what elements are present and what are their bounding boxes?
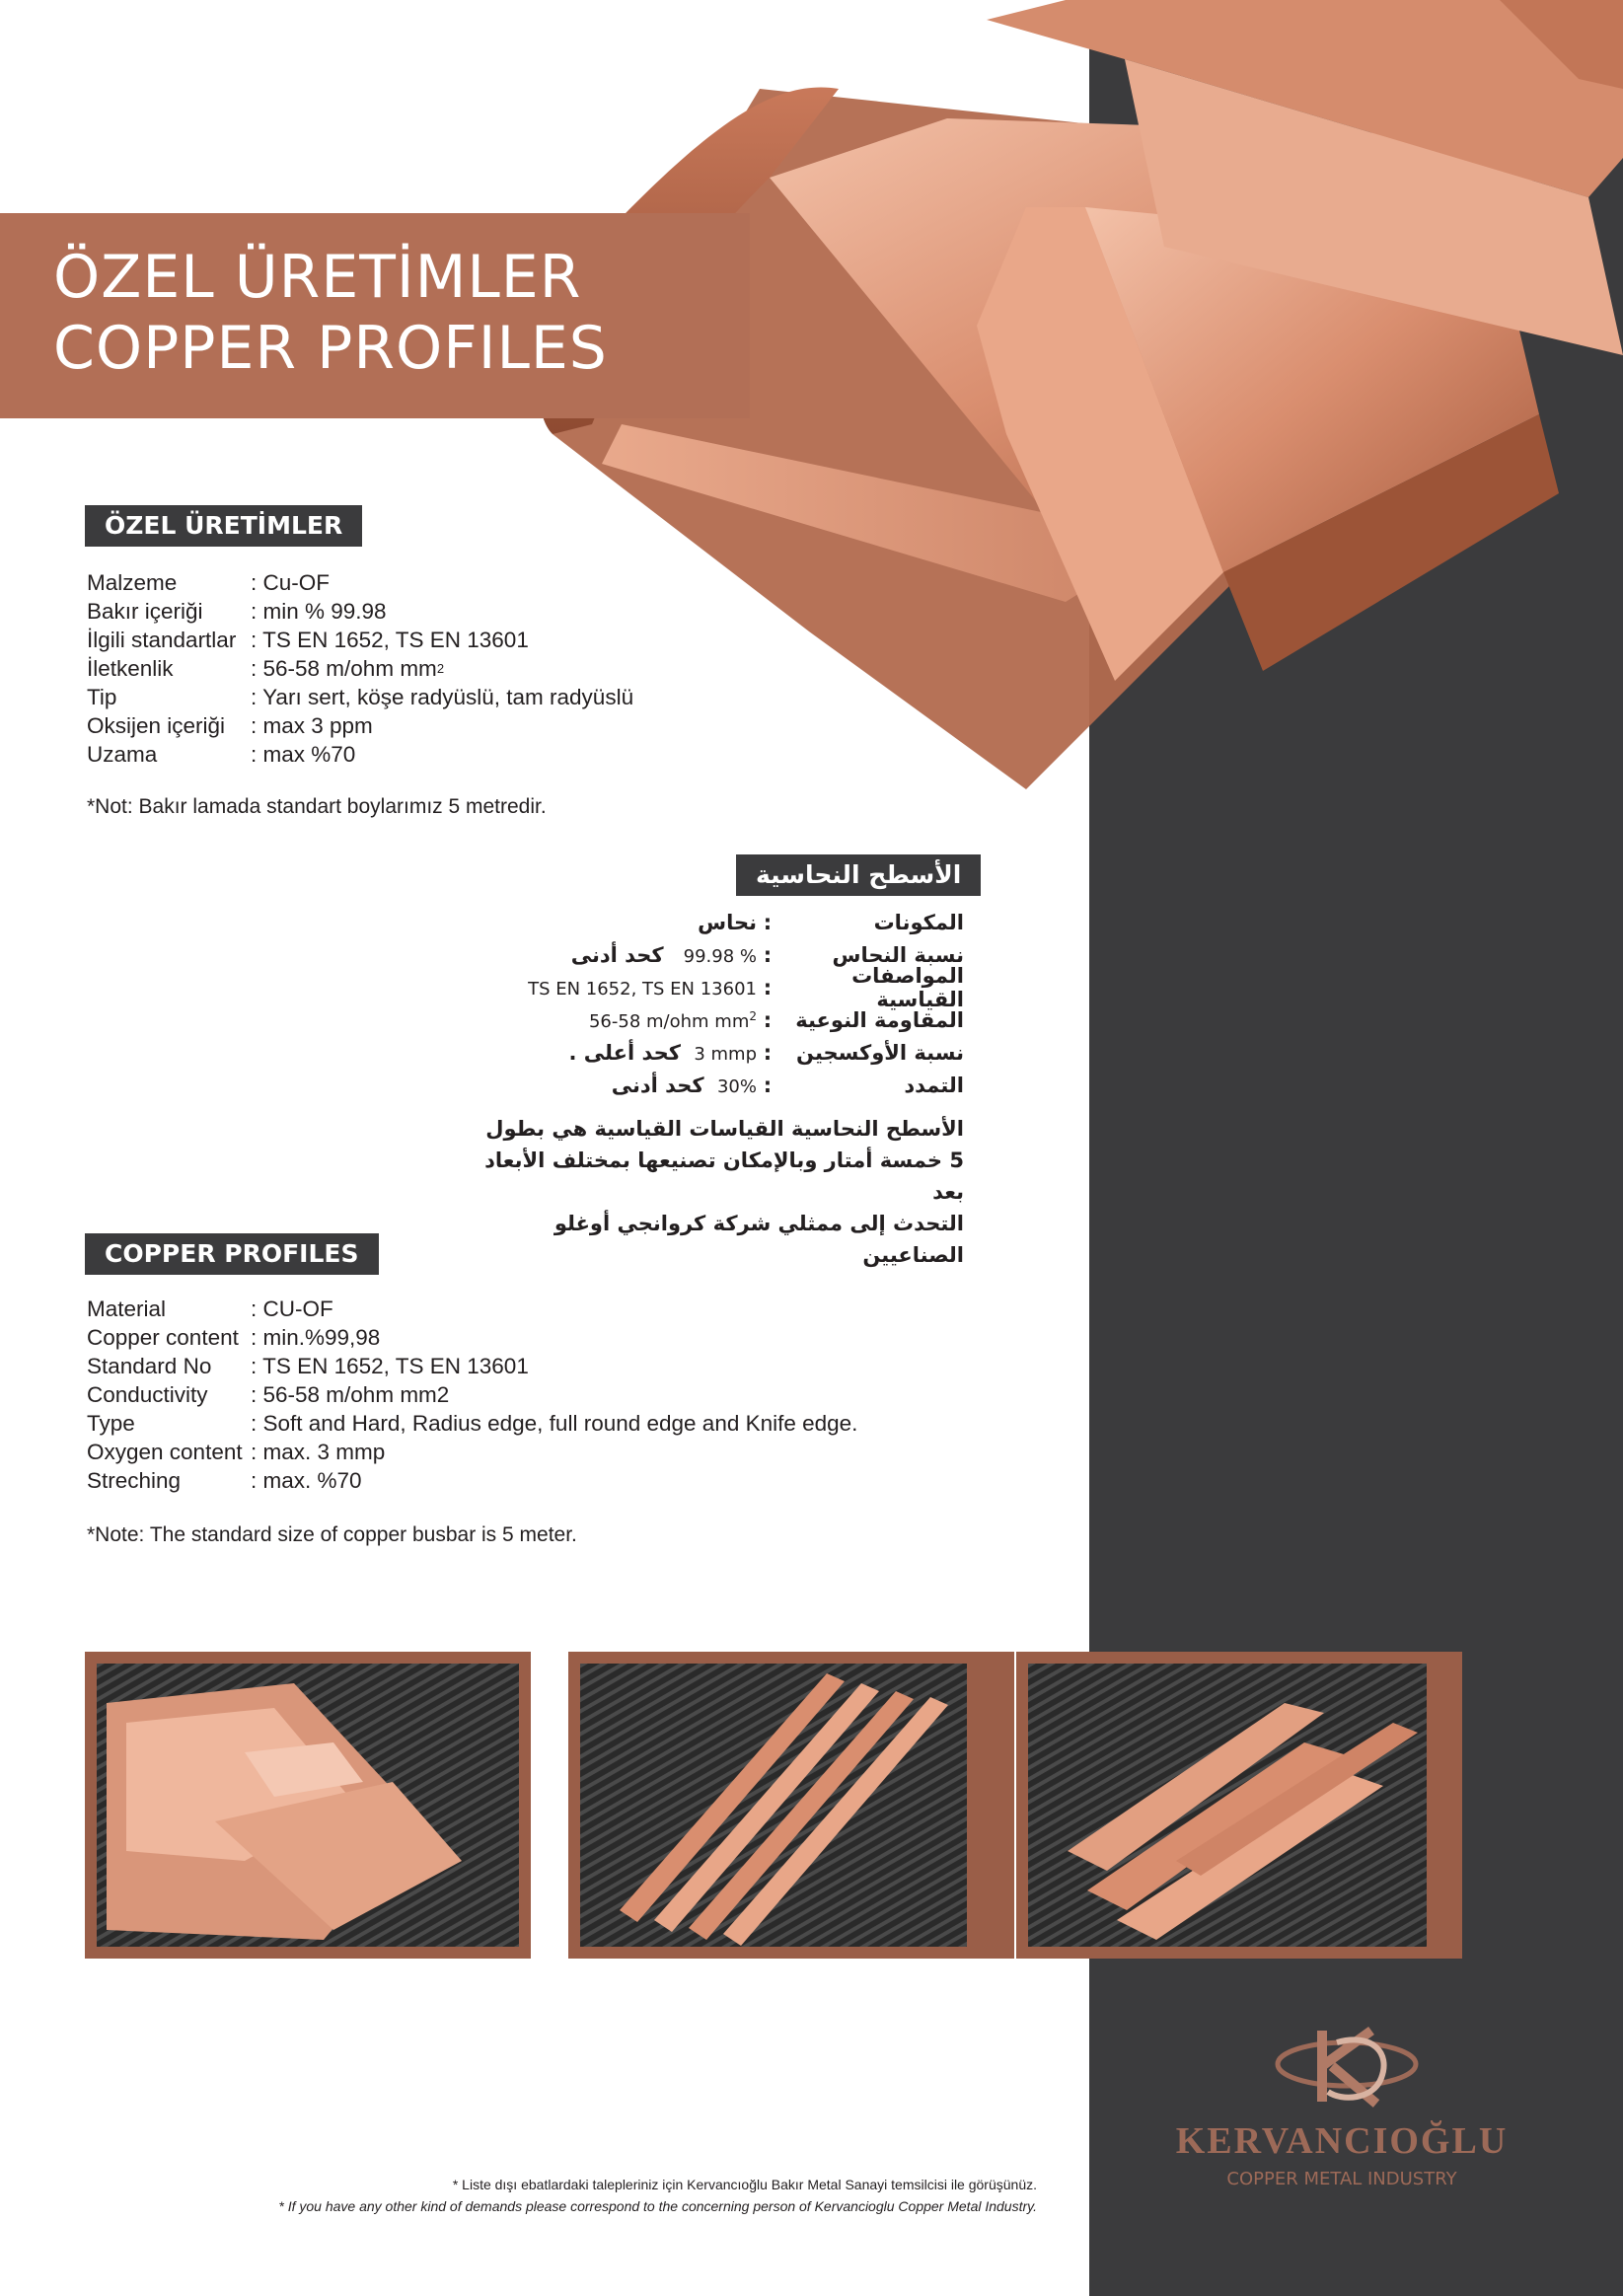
spec-row xyxy=(87,1323,857,1352)
product-photo-blocks xyxy=(85,1652,531,1959)
spec-key: Malzeme xyxy=(87,570,178,595)
title-line-2: COPPER PROFILES xyxy=(53,314,608,383)
spec-key: Conductivity xyxy=(87,1382,208,1407)
spec-row xyxy=(87,711,633,740)
spec-value: : Soft and Hard, Radius edge, full round edge and Knife edge. xyxy=(251,1411,858,1436)
footer-note-tr: * Liste dışı ebatlardaki talepleriniz için Kervancıoğlu Bakır Metal Sanayi temsilcisi ile görüşünüz. xyxy=(452,2177,1037,2192)
spec-key: المكونات xyxy=(873,910,964,934)
ar-spec-row xyxy=(528,1003,964,1036)
spec-key: Oxygen content xyxy=(87,1440,243,1464)
spec-key: Copper content xyxy=(87,1325,239,1350)
spec-number: TS EN 1652, TS EN 13601 xyxy=(528,978,757,1000)
ar-spec-list xyxy=(528,906,964,1101)
en-spec-list xyxy=(87,1295,857,1495)
product-photo-bars xyxy=(568,1652,1014,1959)
spec-key: التمدد xyxy=(904,1073,964,1097)
colon: : xyxy=(763,942,773,967)
spec-value: : Yarı sert, köşe radyüslü, tam radyüslü xyxy=(251,685,634,709)
spec-row xyxy=(87,740,633,769)
colon: : xyxy=(763,910,773,934)
tr-section-heading: ÖZEL ÜRETİMLER xyxy=(85,505,362,547)
spec-key: Oksijen içeriği xyxy=(87,713,226,738)
ar-spec-row xyxy=(528,1069,964,1101)
spec-key: نسبة النحاس xyxy=(832,942,964,967)
spec-key: İletkenlik xyxy=(87,656,174,681)
spec-row xyxy=(87,597,633,626)
spec-value: : 56-58 m/ohm mm2 xyxy=(251,1382,450,1407)
spec-row xyxy=(87,1295,857,1323)
ar-note-line: 5 خمسة أمتار وبالإمكان تصنيعها بمختلف الأبعاد بعد xyxy=(484,1148,964,1204)
spec-row xyxy=(87,654,633,683)
footer-note-en: * If you have any other kind of demands please correspond to the concerning person of Kervancioglu Copper Metal Industry. xyxy=(278,2198,1037,2214)
colon: : xyxy=(763,975,773,1000)
spec-row xyxy=(87,1466,857,1495)
brand-name: KERVANCIOĞLU xyxy=(1175,2120,1509,2162)
spec-number: 99.98 % xyxy=(683,945,757,967)
spec-value: : Cu-OF xyxy=(251,570,331,595)
spec-key: Bakır içeriği xyxy=(87,599,203,624)
title-line-1: ÖZEL ÜRETİMLER xyxy=(53,243,582,312)
colon: : xyxy=(763,1007,773,1032)
spec-value: نحاس xyxy=(698,910,757,934)
spec-number: 30% xyxy=(716,1075,757,1097)
ar-section-heading: الأسطح النحاسية xyxy=(736,854,981,896)
spec-value: : min % 99.98 xyxy=(251,599,387,624)
ar-note xyxy=(451,1113,964,1271)
colon: : xyxy=(763,1073,773,1097)
spec-key: المقاومة النوعية xyxy=(795,1007,964,1032)
ar-note-line: الأسطح النحاسية القياسات القياسية هي بطول xyxy=(485,1117,964,1141)
spec-key: Uzama xyxy=(87,742,158,767)
spec-value: : max %70 xyxy=(251,742,356,767)
ar-note-line: التحدث إلى ممثلي شركة كروانجي أوغلو الصناعيين xyxy=(553,1212,964,1267)
spec-row xyxy=(87,683,633,711)
ar-spec-row xyxy=(528,1036,964,1069)
spec-row xyxy=(87,1352,857,1380)
product-photo-flat-bars xyxy=(1016,1652,1462,1959)
en-section-heading: COPPER PROFILES xyxy=(85,1233,379,1275)
tr-note: *Not: Bakır lamada standart boylarımız 5 metredir. xyxy=(87,795,547,818)
spec-key: المواصفات القياسية xyxy=(851,963,964,1011)
spec-key: نسبة الأوكسجين xyxy=(796,1040,964,1065)
ar-spec-row xyxy=(528,963,964,1011)
spec-value: كحد أدنى xyxy=(611,1073,704,1097)
spec-key: Streching xyxy=(87,1468,182,1493)
spec-value: : min.%99,98 xyxy=(251,1325,381,1350)
spec-row xyxy=(87,1438,857,1466)
spec-key: Material xyxy=(87,1296,167,1321)
spec-key: İlgili standartlar xyxy=(87,628,237,652)
spec-key: Type xyxy=(87,1411,135,1436)
superscript: 2 xyxy=(749,1008,757,1023)
spec-row xyxy=(87,1380,857,1409)
title-band xyxy=(0,213,750,418)
spec-value: : TS EN 1652, TS EN 13601 xyxy=(251,628,529,652)
spec-value: كحد أدنى xyxy=(570,942,664,967)
spec-value: : max 3 ppm xyxy=(251,713,373,738)
spec-number: 3 mmp xyxy=(694,1043,757,1065)
spec-value: : CU-OF xyxy=(251,1296,333,1321)
colon: : xyxy=(763,1040,773,1065)
spec-row xyxy=(87,568,633,597)
superscript: 2 xyxy=(436,661,445,676)
spec-number: 56-58 m/ohm mm xyxy=(588,1010,750,1032)
spec-value: كحد أعلى . xyxy=(568,1040,681,1065)
en-note: *Note: The standard size of copper busbar is 5 meter. xyxy=(87,1523,577,1546)
spec-value: : TS EN 1652, TS EN 13601 xyxy=(251,1354,529,1378)
spec-row xyxy=(87,626,633,654)
spec-key: Standard No xyxy=(87,1354,212,1378)
spec-key: Tip xyxy=(87,685,117,709)
spec-value: : 56-58 m/ohm mm xyxy=(251,656,437,681)
spec-value: : max. 3 mmp xyxy=(251,1440,386,1464)
ar-spec-row xyxy=(528,906,964,938)
brand-tagline: COPPER METAL INDUSTRY xyxy=(1226,2169,1457,2189)
spec-value: : max. %70 xyxy=(251,1468,362,1493)
spec-row xyxy=(87,1409,857,1438)
tr-spec-list xyxy=(87,568,633,769)
